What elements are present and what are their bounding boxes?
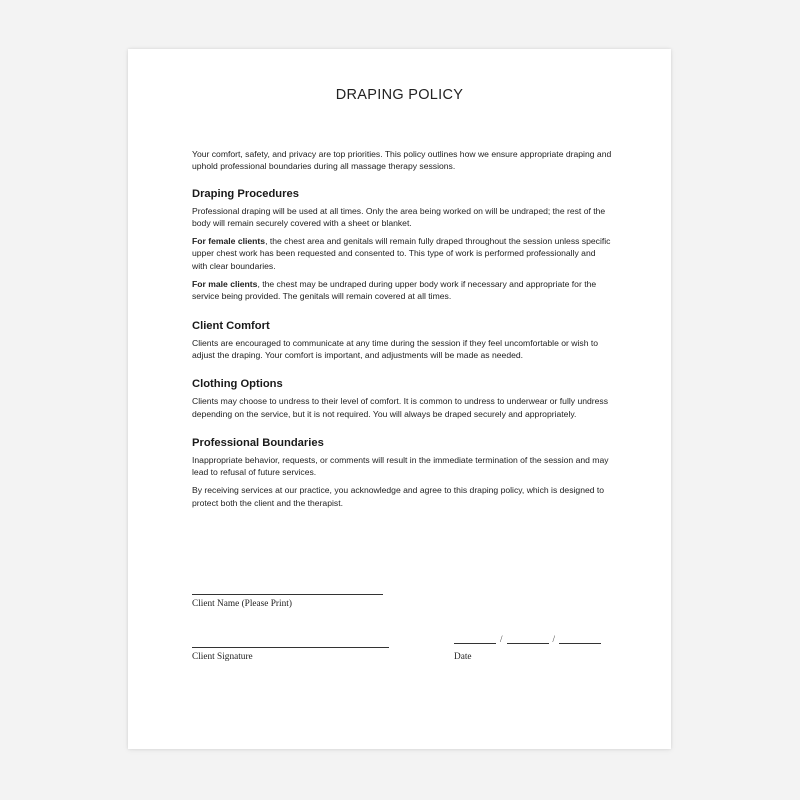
client-name-label: Client Name (Please Print)	[192, 599, 292, 609]
section-heading-clothing: Clothing Options	[192, 378, 283, 391]
page-title: DRAPING POLICY	[335, 87, 464, 103]
document-page	[128, 49, 671, 749]
boundaries-paragraph: Inappropriate behavior, requests, or comments will result in the immediate termination of the session and may lead to refusal of future services.	[192, 454, 609, 478]
section-heading-comfort: Client Comfort	[192, 319, 270, 332]
date-year-blank[interactable]	[559, 633, 601, 644]
section-heading-draping: Draping Procedures	[192, 187, 299, 200]
male-clients-label: For male clients	[192, 279, 258, 290]
date-separator: /	[552, 634, 556, 644]
policy-body	[192, 148, 612, 515]
female-clients-text: , the chest area and genitals will remain fully draped throughout the session unless specific upper chest work has been requested and consented to. This type of work is performed professionally and with clear boundaries.	[192, 236, 611, 271]
male-clients-text: , the chest may be undraped during upper body work if necessary and appropriate for the service being provided. The genitals will remain covered at all times.	[192, 279, 597, 302]
draping-paragraph: Professional draping will be used at all times. Only the area being worked on will be undraped; the rest of the body will remain securely covered with a sheet or blanket.	[192, 205, 606, 228]
female-clients-label: For female clients	[192, 236, 266, 247]
client-signature-label: Client Signature	[192, 652, 253, 662]
date-label: Date	[454, 652, 472, 662]
client-signature-line[interactable]	[192, 647, 389, 648]
date-month-blank[interactable]	[454, 633, 496, 644]
male-clients-paragraph	[192, 278, 612, 303]
date-day-blank[interactable]	[507, 633, 549, 644]
female-clients-paragraph	[192, 235, 612, 272]
intro-paragraph: Your comfort, safety, and privacy are top priorities. This policy outlines how we ensure appropriate draping and uphold professional boundaries during all massage therapy sessions.	[192, 149, 612, 172]
acknowledgement-paragraph: By receiving services at our practice, you acknowledge and agree to this draping policy, which is designed to protect both the client and the therapist.	[192, 485, 605, 508]
date-field	[454, 630, 601, 644]
date-separator: /	[500, 634, 503, 644]
clothing-paragraph: Clients may choose to undress to their level of comfort. It is common to undress to underwear or fully undress depending on the service, but it is not required. You will always be draped securely and appropriately.	[192, 396, 609, 419]
section-heading-boundaries: Professional Boundaries	[192, 436, 324, 449]
client-name-line[interactable]	[192, 594, 383, 595]
comfort-paragraph: Clients are encouraged to communicate at any time during the session if they feel uncomfortable or wish to adjust the draping. Your comfort is important, and adjustments will be made as needed.	[192, 337, 599, 360]
